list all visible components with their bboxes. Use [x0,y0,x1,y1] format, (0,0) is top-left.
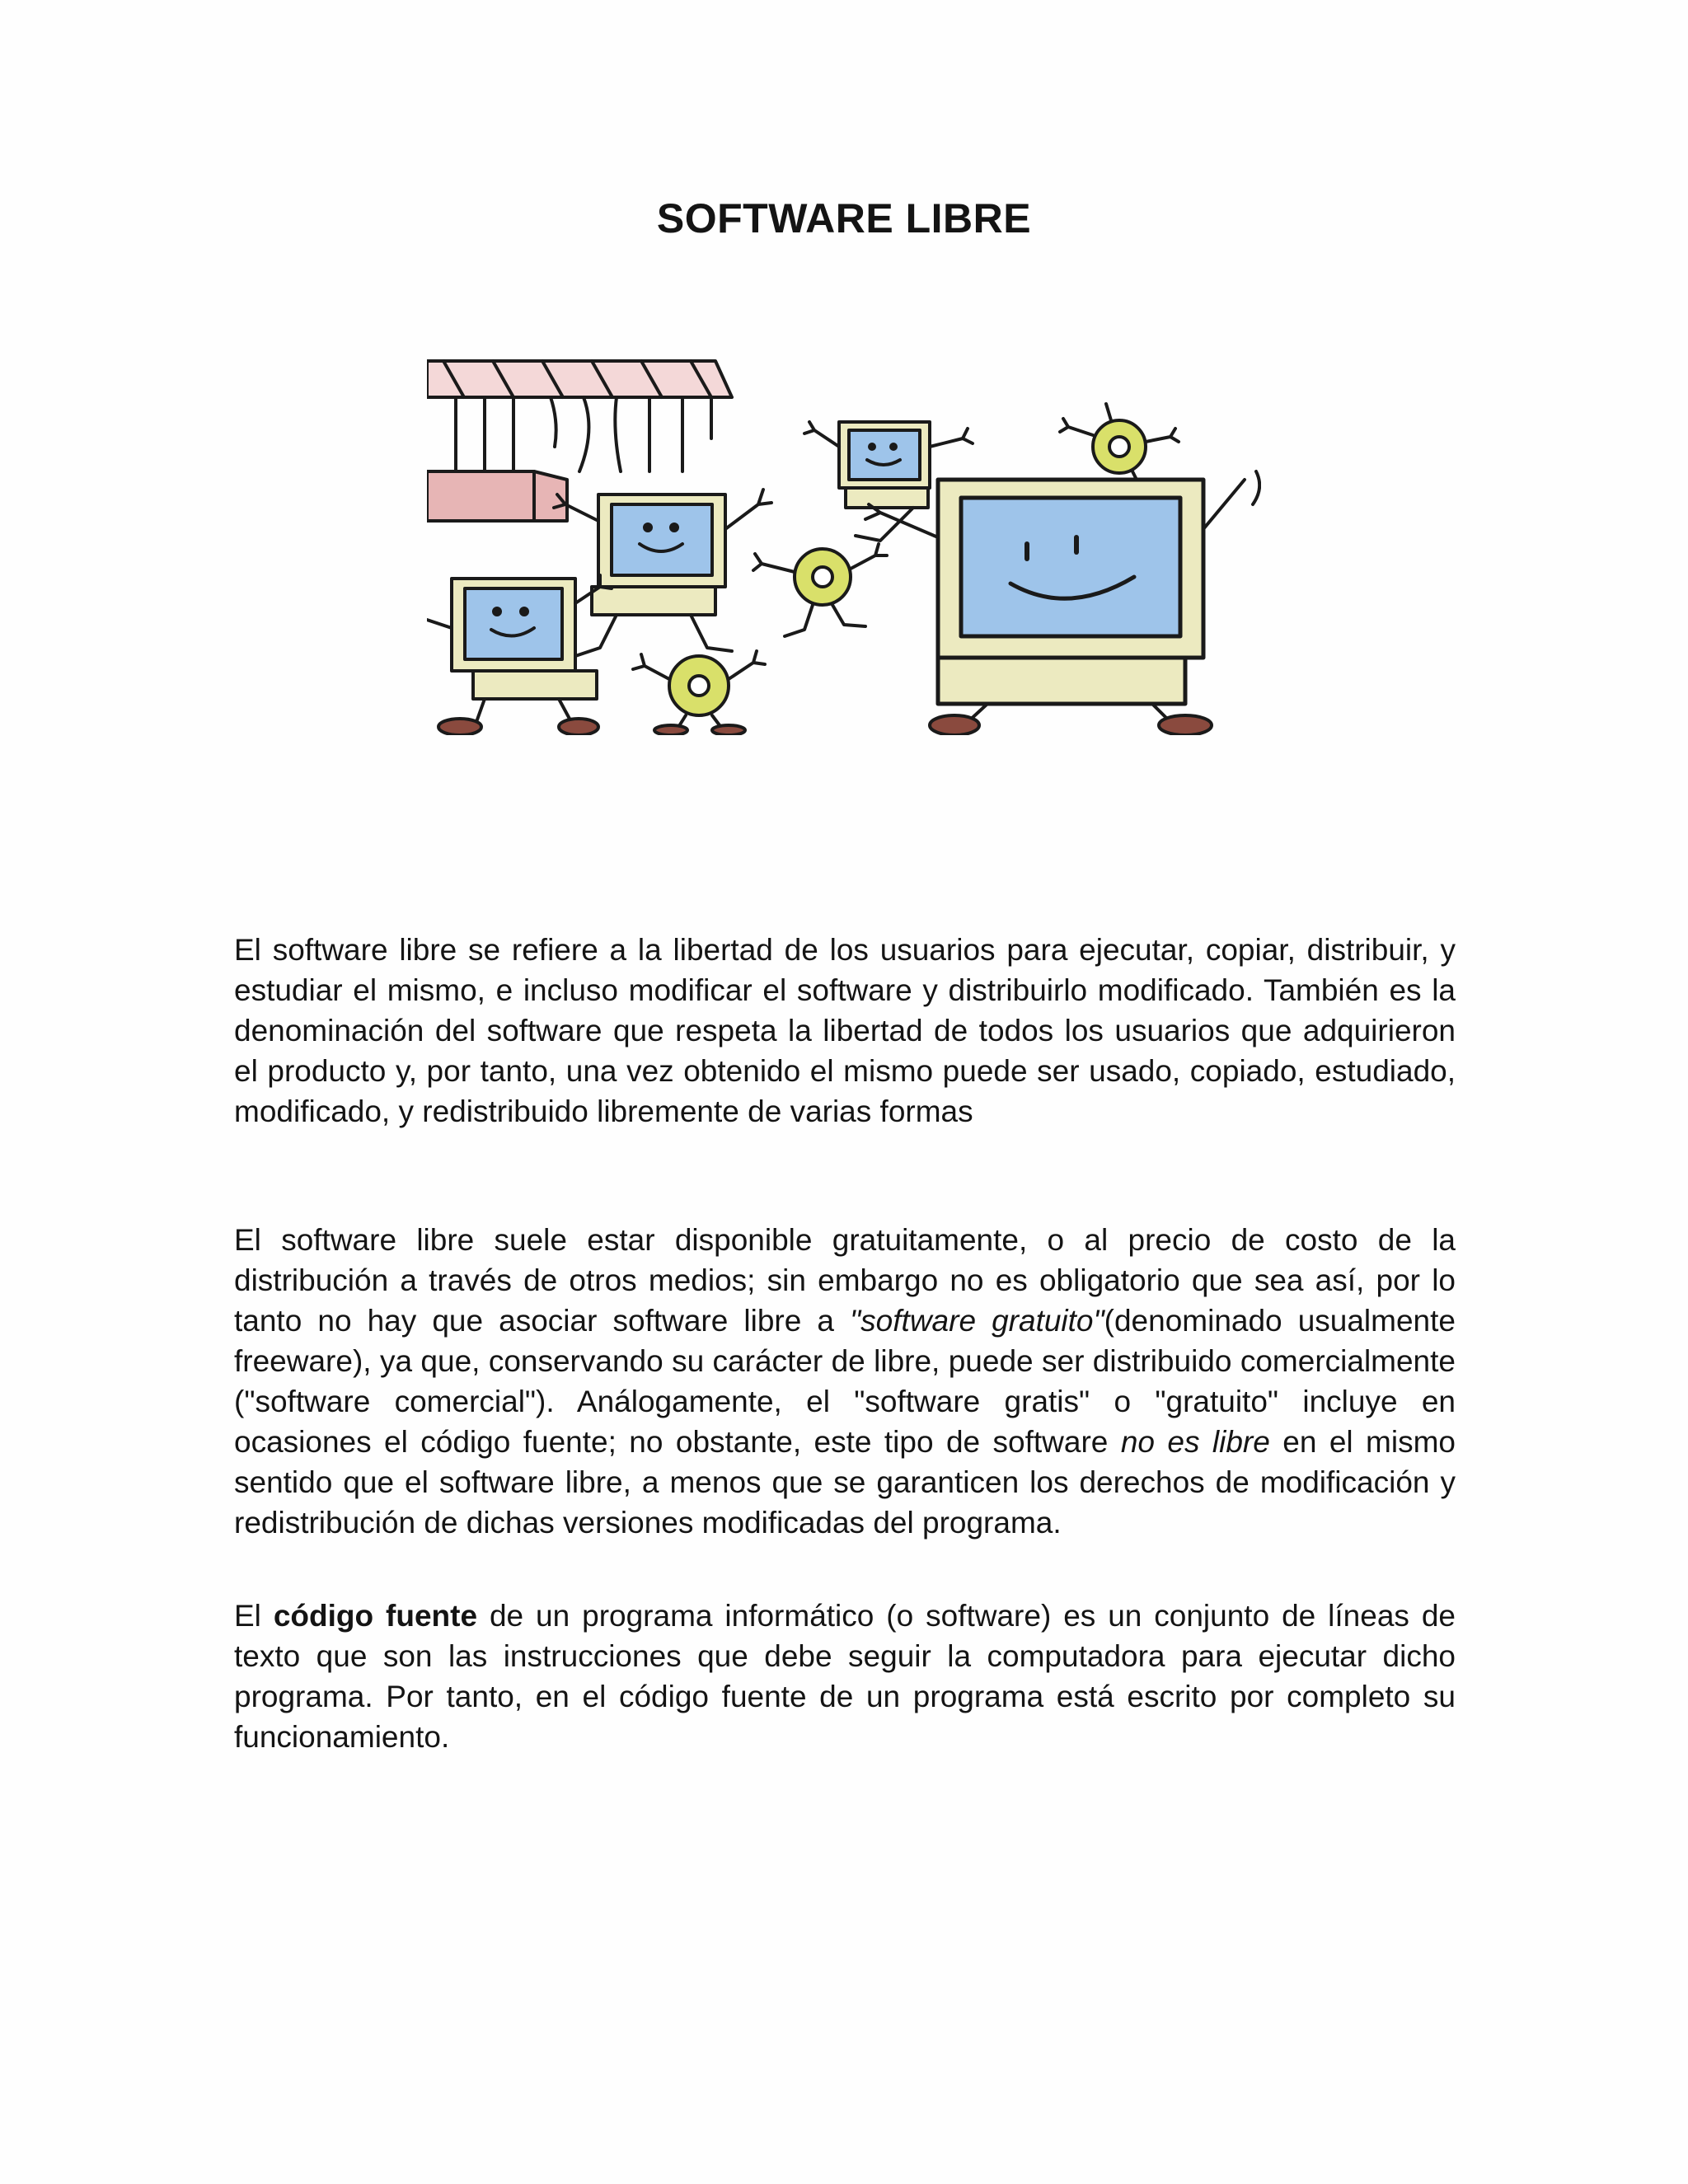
happy-computers-cartoon-icon [427,356,1261,735]
paragraph-2-part-5: en el mismo sentido que el software libre, a menos que se garanticen los derechos de modificación y redistribución de dichas versiones modificadas del programa. [234,1425,1456,1540]
paragraph-2 [234,1220,1456,1543]
paragraph-2-part-1: El software libre suele estar disponible gratuitamente, o al precio de costo de la distribución a través de otros medios; sin embargo no es obligatorio que sea así, por lo tanto no hay que asociar software libre a [234,1223,1456,1338]
paragraph-2-part-3: (denominado usualmente freeware), ya que, conservando su carácter de libre, puede ser distribuido comercialmente ("software comercial"). Análogamente, el "software gratis" o "gratuito" incluye en ocasiones el código fuente; no obstante, este tipo de software [234,1304,1456,1459]
paragraph-3-bold-term: código fuente [273,1599,478,1633]
paragraph-3-part-1: El [234,1599,274,1633]
paragraph-2-italic-term: no es libre [1120,1425,1270,1459]
paragraph-3-part-3: de un programa informático (o software) es un conjunto de líneas de texto que son las instrucciones que debe seguir la computadora para ejecutar dicho programa. Por tanto, en el código fuente de un programa está escrito por completo su funcionamiento. [234,1599,1456,1754]
paragraph-1: El software libre se refiere a la libertad de los usuarios para ejecutar, copiar, distribuir, y estudiar el mismo, e incluso modificar el software y distribuirlo modificado. También es la denominación del software que respeta la libertad de todos los usuarios que adquirieron el producto y, por tanto, una vez obtenido el mismo puede ser usado, copiado, estudiado, modificado, y redistribuido libremente de varias formas [234,933,1456,1128]
paragraph-2-quoted-term: "software gratuito" [850,1304,1104,1338]
page-title: SOFTWARE LIBRE [656,195,1032,241]
paragraph-3 [234,1596,1456,1757]
